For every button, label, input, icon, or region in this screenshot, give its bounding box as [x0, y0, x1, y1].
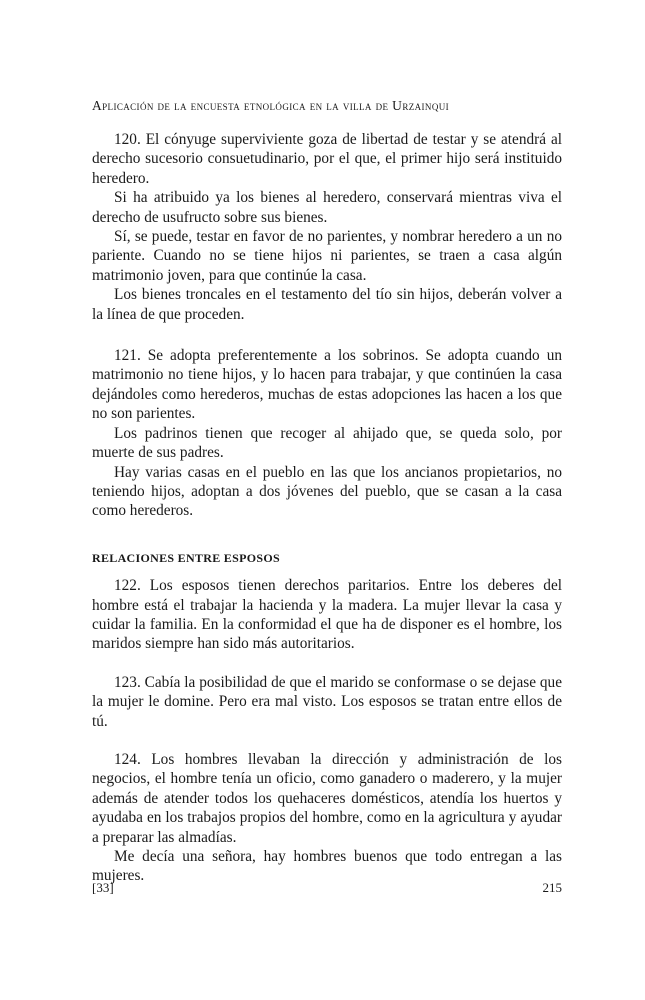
paragraph: Si ha atribuido ya los bienes al heredero, conservará mientras viva el derecho de usufructo sobre sus bienes. [92, 189, 562, 226]
section-heading: RELACIONES ENTRE ESPOSOS [92, 550, 280, 565]
section-123 [92, 673, 562, 731]
paragraph: Hay varias casas en el pueblo en las que los ancianos propietarios, no teniendo hijos, adoptan a dos jóvenes del pueblo, que se casan a la casa como herederos. [92, 463, 562, 520]
page-footer [92, 880, 562, 896]
section-122 [92, 576, 562, 654]
running-head: Aplicación de la encuesta etnológica en la villa de Urzainqui [92, 98, 450, 113]
paragraph: Los padrinos tienen que recoger al ahijado que, se queda solo, por muerte de sus padres. [92, 424, 562, 462]
section-121 [92, 346, 562, 521]
paragraph: 124. Los hombres llevaban la dirección y administración de los negocios, el hombre tenía un oficio, como ganadero o maderero, y la mujer además de atender todos los quehaceres domésticos, atendía los huertos y ayudaba en los trabajos propios del hombre, como en la agricultura y ayudar a preparar las almadías. [92, 750, 562, 846]
folio-left: [33] [92, 880, 114, 895]
paragraph: 120. El cónyuge superviviente goza de libertad de testar y se atendrá al derecho sucesorio consuetudinario, por el que, el primer hijo será instituido heredero. [92, 131, 562, 187]
paragraph: 122. Los esposos tienen derechos paritarios. Entre los deberes del hombre está el trabajar la hacienda y la madera. La mujer llevar la casa y cuidar la familia. En la conformidad el que ha de disponer es el hombre, los maridos siempre han sido más autoritarios. [92, 577, 562, 653]
paragraph: 123. Cabía la posibilidad de que el marido se conformase o se dejase que la mujer le domine. Pero era mal visto. Los esposos se tratan entre ellos de tú. [92, 673, 562, 730]
paragraph: 121. Se adopta preferentemente a los sobrinos. Se adopta cuando un matrimonio no tiene hijos, y lo hacen para trabajar, y que continúen la casa dejándoles como herederos, muchas de estas adopciones las hacen a los que no son parientes. [92, 347, 562, 423]
section-124 [92, 750, 562, 886]
paragraph: Sí, se puede, testar en favor de no parientes, y nombrar heredero a un no pariente. Cuando no se tiene hijos ni parientes, se traen a casa algún matrimonio joven, para que continúe la casa. [92, 228, 562, 284]
section-120 [92, 130, 562, 324]
paragraph: Los bienes troncales en el testamento del tío sin hijos, deberán volver a la línea de que proceden. [92, 286, 562, 323]
body-text [92, 130, 562, 886]
paragraph: Me decía una señora, hay hombres buenos que todo entregan a las mujeres. [92, 848, 562, 885]
page-number: 215 [542, 880, 562, 895]
